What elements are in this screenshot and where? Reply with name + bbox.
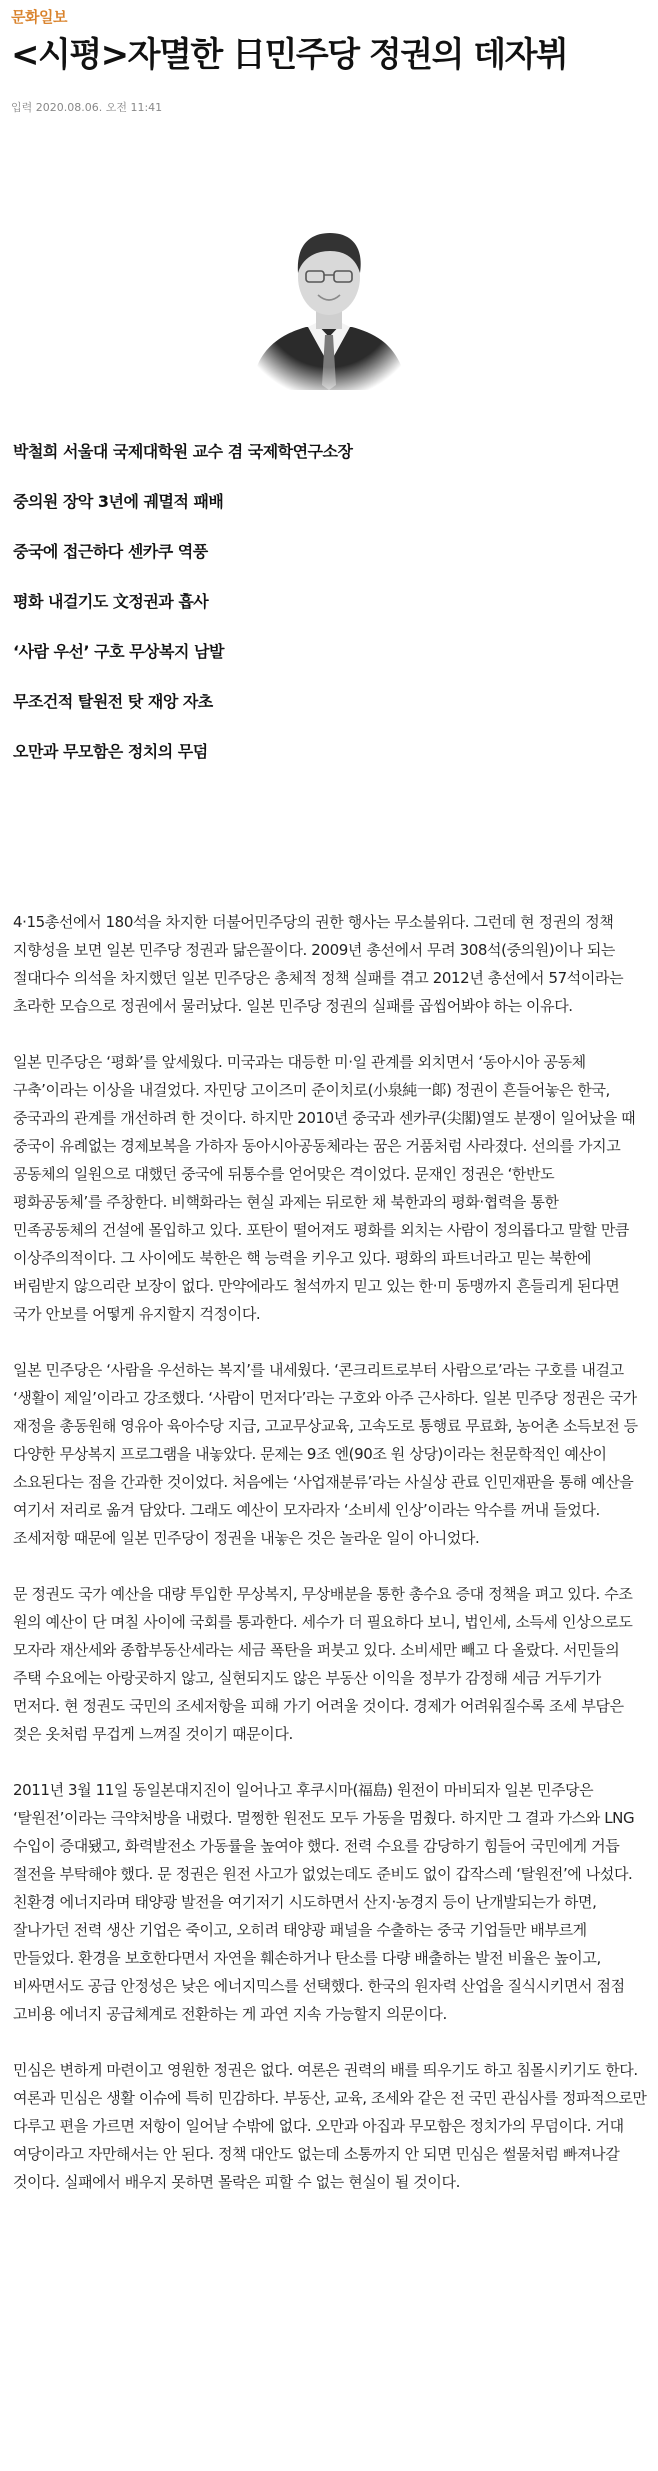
body-paragraph: 문 정권도 국가 예산을 대량 투입한 무상복지, 무상배분을 통한 총수요 증대 정책을 펴고 있다. 수조 원의 예산이 단 며칠 사이에 국회를 통과한다. 세수가 더 필요하다 보니, 법인세, 소득세 인상으로도 모자라 재산세와 종합부동산세라는 세금 폭탄을 퍼붓고 있다. 소비세만 빼고 다 올랐다. 서민들의 주택 수요에는 아랑곳하지 않고, 실현되지도 않은 부동산 이익을 정부가 감정해 세금 거두기가 먼저다. 현 정권도 국민의 조세저항을 피해 가기 어려울 것이다. 경제가 어려워질수록 조세 부담은 젖은 옷처럼 무겁게 느껴질 것이기 때문이다. [13,1585,633,1743]
subheading: 무조건적 탈원전 탓 재앙 자초 [13,692,213,711]
subheading: 중국에 접근하다 센카쿠 역풍 [13,542,208,561]
subheading: ‘사람 우선’ 구호 무상복지 남발 [13,642,224,661]
author-byline: 박철희 서울대 국제대학원 교수 겸 국제학연구소장 [13,442,353,461]
body-paragraph: 일본 민주당은 ‘평화’를 앞세웠다. 미국과는 대등한 미·일 관계를 외치면서 ‘동아시아 공동체 구축’이라는 이상을 내걸었다. 자민당 고이즈미 준이치로(小泉純一郞) 정권이 흔들어놓은 한국, 중국과의 관계를 개선하려 한 것이다. 하지만 2010년 중국과 센카쿠(尖閣)열도 분쟁이 일어났을 때 중국이 유례없는 경제보복을 가하자 동아시아공동체라는 꿈은 거품처럼 사라졌다. 선의를 가지고 공동체의 일원으로 대했던 중국에 뒤통수를 얻어맞은 격이었다. 문재인 정권은 ‘한반도 평화공동체’를 주창한다. 비핵화라는 현실 과제는 뒤로한 채 북한과의 평화·협력을 통한 민족공동체의 건설에 몰입하고 있다. 포탄이 떨어져도 평화를 외치는 사람이 정의롭다고 말할 만큼 이상주의적이다. 그 사이에도 북한은 핵 능력을 키우고 있다. 평화의 파트너라고 믿는 북한에 버림받지 않으리란 보장이 없다. 만약에라도 철석까지 믿고 있는 한·미 동맹까지 흔들리게 된다면 국가 안보를 어떻게 유지할지 걱정이다. [13,1053,636,1323]
author-portrait-photo [246,215,412,390]
subheading: 평화 내걸기도 文정권과 흡사 [13,592,209,611]
body-paragraph: 4·15총선에서 180석을 차지한 더불어민주당의 권한 행사는 무소불위다. 그런데 현 정권의 정책 지향성을 보면 일본 민주당 정권과 닮은꼴이다. 2009년 총선에서 무려 308석(중의원)이나 되는 절대다수 의석을 차지했던 일본 민주당은 총체적 정책 실패를 겪고 2012년 총선에서 57석이라는 초라한 모습으로 정권에서 물러났다. 일본 민주당 정권의 실패를 곱씹어봐야 하는 이유다. [13,913,624,1015]
article-headline: <시평>자멸한 日민주당 정권의 데자뷔 [11,35,568,75]
photo-vignette [246,215,412,390]
body-paragraph: 일본 민주당은 ‘사람을 우선하는 복지’를 내세웠다. ‘콘크리트로부터 사람으로’라는 구호를 내걸고 ‘생활이 제일’이라고 강조했다. ‘사람이 먼저다’라는 구호와 아주 근사하다. 일본 민주당 정권은 국가 재정을 총동원해 영유아 육아수당 지급, 고교무상교육, 고속도로 통행료 무료화, 농어촌 소득보전 등 다양한 무상복지 프로그램을 내놓았다. 문제는 9조 엔(90조 원 상당)이라는 천문학적인 예산이 소요된다는 점을 간과한 것이었다. 처음에는 ‘사업재분류’라는 사실상 관료 인민재판을 통해 예산을 여기서 저리로 옮겨 담았다. 그래도 예산이 모자라자 ‘소비세 인상’이라는 악수를 꺼내 들었다. 조세저항 때문에 일본 민주당이 정권을 내놓은 것은 놀라운 일이 아니었다. [13,1361,638,1547]
subheading-list [13,442,643,792]
article-dateline: 입력 2020.08.06. 오전 11:41 [11,101,163,114]
subheading: 오만과 무모함은 정치의 무덤 [13,742,208,761]
article-body [13,908,647,2224]
body-paragraph: 2011년 3월 11일 동일본대지진이 일어나고 후쿠시마(福島) 원전이 마비되자 일본 민주당은 ‘탈원전’이라는 극약처방을 내렸다. 멀쩡한 원전도 모두 가동을 멈췄다. 하지만 그 결과 가스와 LNG 수입이 증대됐고, 화력발전소 가동률을 높여야 했다. 전력 수요를 감당하기 힘들어 국민에게 거듭 절전을 부탁해야 했다. 문 정권은 원전 사고가 없었는데도 준비도 없이 갑작스레 ‘탈원전’에 나섰다. 친환경 에너지라며 태양광 발전을 여기저기 시도하면서 산지·농경지 등이 난개발되는가 하면, 잘나가던 전력 생산 기업은 죽이고, 오히려 태양광 패널을 수출하는 중국 기업들만 배부르게 만들었다. 환경을 보호한다면서 자연을 훼손하거나 탄소를 다량 배출하는 발전 비율은 높이고, 비싸면서도 공급 안정성은 낮은 에너지믹스를 선택했다. 한국의 원자력 산업을 질식시키면서 점점 고비용 에너지 공급체계로 전환하는 게 과연 지속 가능할지 의문이다. [13,1781,635,2023]
subheading: 중의원 장악 3년에 궤멸적 패배 [13,492,224,511]
body-paragraph: 민심은 변하게 마련이고 영원한 정권은 없다. 여론은 권력의 배를 띄우기도 하고 침몰시키기도 한다. 여론과 민심은 생활 이슈에 특히 민감하다. 부동산, 교육, 조세와 같은 전 국민 관심사를 정파적으로만 다루고 편을 가르면 저항이 일어날 수밖에 없다. 오만과 아집과 무모함은 정치가의 무덤이다. 거대 여당이라고 자만해서는 안 된다. 정책 대안도 없는데 소통까지 안 되면 민심은 썰물처럼 빠져나갈 것이다. 실패에서 배우지 못하면 몰락은 피할 수 없는 현실이 될 것이다. [13,2061,647,2191]
publication-logo[interactable]: 문화일보 [11,8,67,26]
author-portrait-icon [246,215,412,390]
